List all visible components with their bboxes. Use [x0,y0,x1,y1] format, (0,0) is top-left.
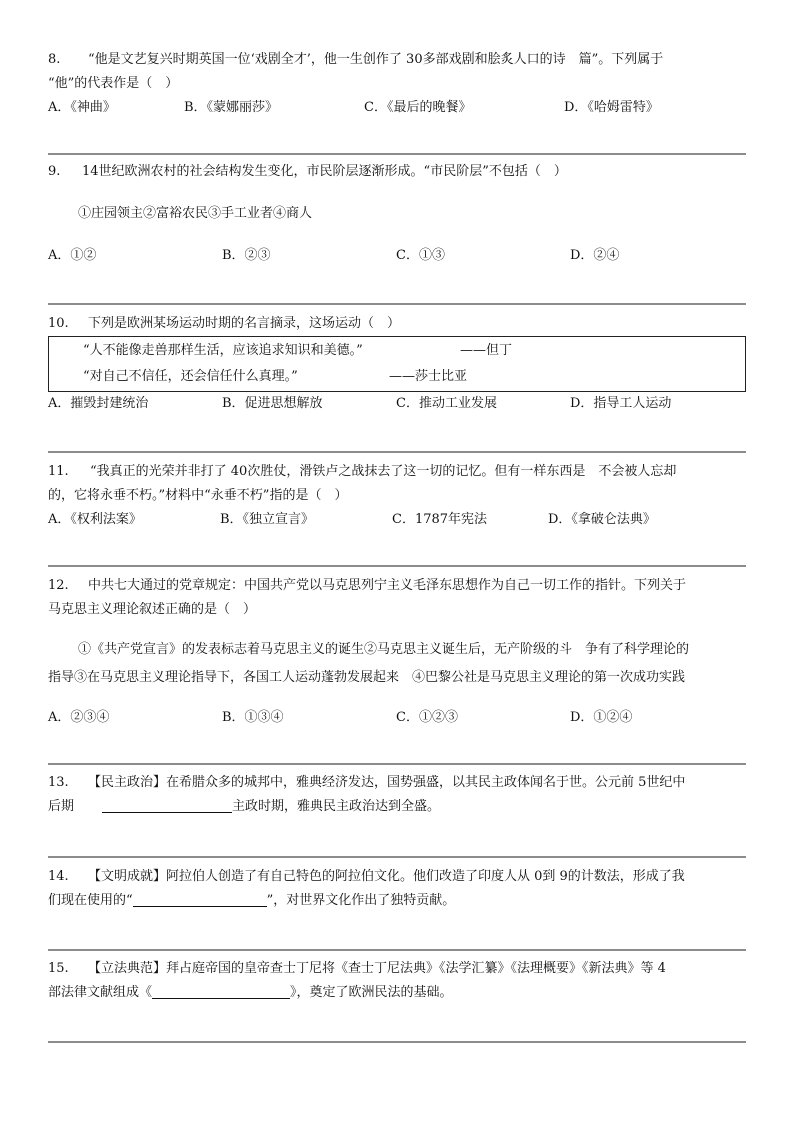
option-d[interactable]: D．《拿破仑法典》 [548,512,656,527]
option-c[interactable]: C．①②③ [396,710,458,725]
question-10 [48,312,746,336]
question-14 [48,865,746,913]
question-stem: 下列是欧洲某场运动时期的名言摘录，这场运动（ ） [88,316,401,331]
question-number: 13. [48,775,69,790]
question-stem-cont: 的，它将永垂不朽。”材料中“永垂不朽”指的是（ ） [48,488,348,503]
option-a[interactable]: A．《神曲》 [48,100,116,115]
question-stem: 中共七大通过的党章规定：中国共产党以马克思列宁主义毛泽东思想作为自己一切工作的指针。下列关于 [88,578,687,593]
question-number: 12. [48,578,69,593]
divider [48,303,746,305]
option-b[interactable]: B．促进思想解放 [222,396,323,411]
question-number: 14. [48,869,69,884]
option-d[interactable]: D．①②④ [570,710,633,725]
question-stem-cont: 们现在使用的“ [48,893,133,908]
question-stem-end: 》，奠定了欧洲民法的基础。 [290,985,453,1000]
options [48,96,746,120]
answer-blank[interactable] [102,798,232,813]
options [48,508,746,532]
option-c[interactable]: C．《最后的晚餐》 [364,100,472,115]
question-number: 9. [48,164,61,179]
option-b[interactable]: B．①③④ [222,710,284,725]
question-number: 8. [48,52,61,67]
question-number: 11. [48,464,69,479]
option-b[interactable]: B．《蒙娜丽莎》 [184,100,279,115]
question-8 [48,48,746,120]
option-b[interactable]: B．《独立宣言》 [220,512,315,527]
options [48,706,746,730]
divider [48,949,746,951]
option-d[interactable]: D．②④ [570,248,620,263]
choice-list: ①庄园领主②富裕农民③手工业者④商人 [78,206,313,221]
options [48,392,746,416]
option-c[interactable]: C．推动工业发展 [396,396,497,411]
question-stem-cont: 马克思主义理论叙述正确的是（ ） [48,602,257,617]
divider [48,856,746,858]
option-a[interactable]: A．摧毁封建统治 [48,396,149,411]
question-stem: 【民主政治】在希腊众多的城邦中，雅典经济发达，国势强盛，以其民主政体闻名于世。公元前 5世纪中 [88,775,686,790]
divider [48,565,746,567]
question-stem-end: ”，对世界文化作出了独特贡献。 [266,893,456,908]
question-stem-end: 主政时期，雅典民主政治达到全盛。 [232,799,441,814]
options [48,244,746,268]
question-11 [48,460,746,532]
answer-blank[interactable] [133,892,267,907]
question-stem: 【文明成就】阿拉伯人创造了有自己特色的阿拉伯文化。他们改造了印度人从 0到 9的计数法，形成了我 [88,869,685,884]
option-c[interactable]: C．①③ [396,248,445,263]
question-stem: 14世纪欧洲农村的社会结构发生变化，市民阶层逐渐形成。“市民阶层”不包括（ ） [82,164,567,179]
option-b[interactable]: B．②③ [222,248,271,263]
answer-blank[interactable] [152,984,290,999]
option-a[interactable]: A．①② [48,248,97,263]
option-d[interactable]: D．《哈姆雷特》 [564,100,659,115]
divider [48,451,746,453]
divider [48,153,746,155]
choice-list: ①《共产党宣言》的发表标志着马克思主义的诞生②马克思主义诞生后，无产阶级的斗 争有了科学理论的 [78,642,690,657]
question-10-options [48,392,746,416]
quote-2: “对自己不信任，还会信任什么真理。” [83,369,298,384]
quote-box [48,336,746,392]
divider [48,1041,746,1043]
option-a[interactable]: A．《权利法案》 [48,512,142,527]
option-d[interactable]: D．指导工人运动 [570,396,672,411]
question-stem: 【立法典范】拜占庭帝国的皇帝查士丁尼将《查士丁尼法典》《法学汇纂》《法理概要》《新法典》等 4 [88,961,666,976]
quote-1-source: ——但丁 [460,343,513,358]
question-13 [48,771,746,819]
option-c[interactable]: C．1787年宪法 [392,512,488,527]
quote-1: “人不能像走兽那样生活，应该追求知识和美德。” [83,343,363,358]
question-15 [48,957,746,1005]
quote-2-source: ——莎士比亚 [389,369,468,384]
question-stem-cont: 后期 [48,799,75,814]
choice-list-cont: 指导③在马克思主义理论指导下，各国工人运动蓬勃发展起来 ④巴黎公社是马克思主义理论的第一次成功实践 [48,670,686,685]
divider [48,763,746,765]
question-stem-cont: “他”的代表作是（ ） [48,76,179,91]
question-12 [48,574,746,730]
question-number: 10. [48,316,69,331]
question-stem: “我真正的光荣并非打了 40次胜仗，滑铁卢之战抹去了这一切的记忆。但有一样东西是 不会被人忘却 [90,464,677,479]
question-stem: “他是文艺复兴时期英国一位‘戏剧全才’，他一生创作了 30多部戏剧和脍炙人口的诗 篇”。下列属于 [88,52,664,67]
question-stem-cont: 部法律文献组成《 [48,985,153,1000]
question-number: 15. [48,961,69,976]
question-9 [48,160,746,268]
option-a[interactable]: A．②③④ [48,710,110,725]
